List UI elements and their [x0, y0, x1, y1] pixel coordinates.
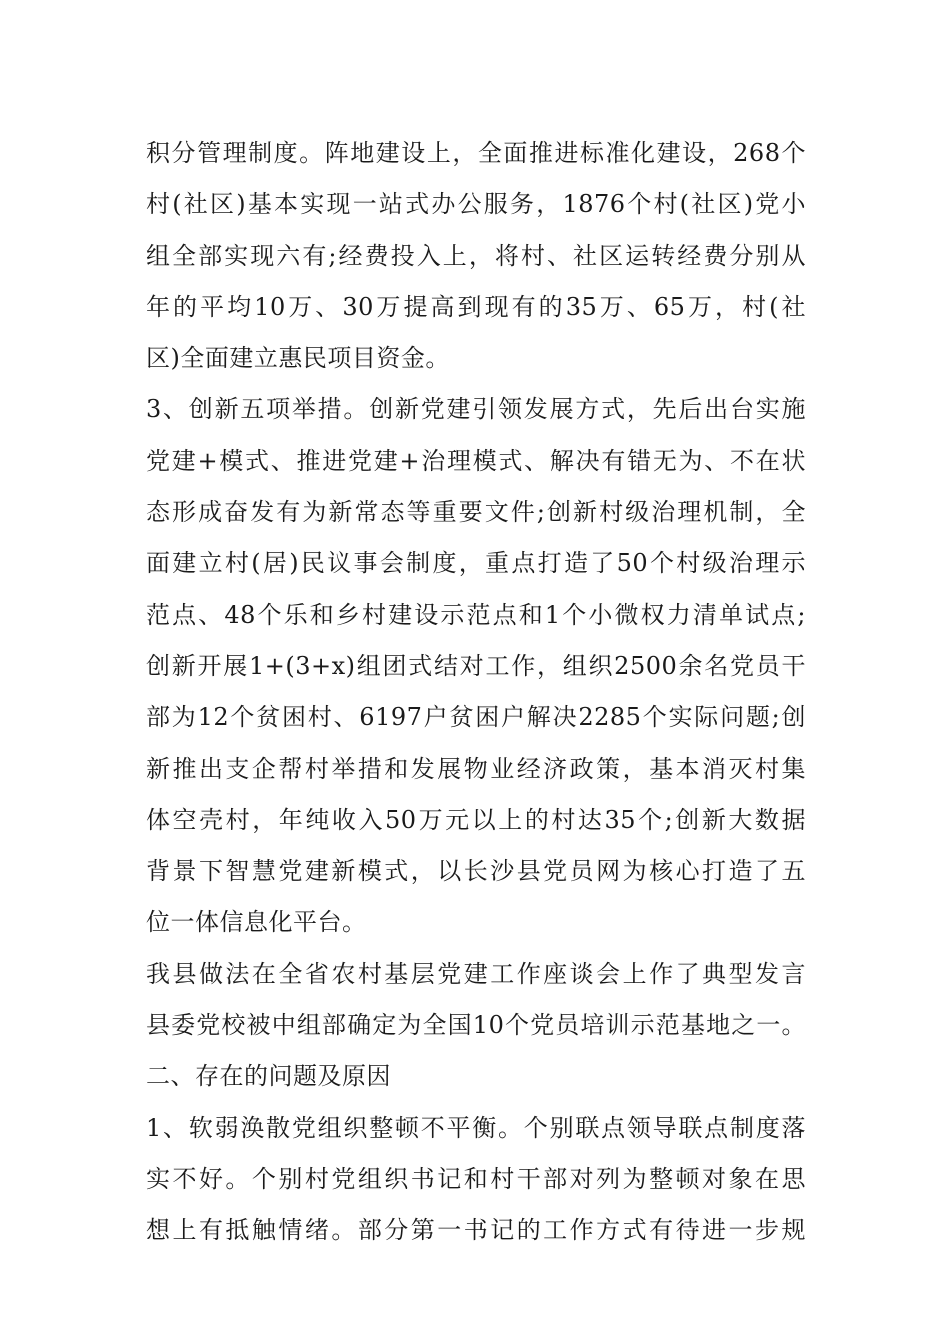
text-line: 区)全面建立惠民项目资金。	[146, 344, 450, 373]
text-line: 位一体信息化平台。	[146, 908, 367, 937]
text-line: 年的平均10万、30万提高到现有的35万、65万，村(社	[146, 292, 806, 321]
text-line: 县委党校被中组部确定为全国10个党员培训示范基地之一。	[146, 1011, 806, 1040]
text-line: 积分管理制度。阵地建设上，全面推进标准化建设，268个	[146, 139, 806, 167]
text-line: 我县做法在全省农村基层党建工作座谈会上作了典型发言	[146, 959, 806, 988]
text-line: 组全部实现六有;经费投入上，将村、社区运转经费分别从	[146, 241, 806, 270]
text-line: 1、软弱涣散党组织整顿不平衡。个别联点领导联点制度落	[146, 1113, 806, 1142]
text-line: 面建立村(居)民议事会制度，重点打造了50个村级治理示	[146, 549, 806, 578]
text-line: 部为12个贫困村、6197户贫困户解决2285个实际问题;创	[146, 703, 806, 732]
text-line: 新推出支企帮村举措和发展物业经济政策，基本消灭村集	[146, 754, 806, 783]
text-line: 范点、48个乐和乡村建设示范点和1个小微权力清单试点;	[146, 600, 806, 629]
text-line: 体空壳村，年纯收入50万元以上的村达35个;创新大数据	[146, 805, 806, 834]
document-body	[146, 128, 806, 1257]
text-line: 村(社区)基本实现一站式办公服务，1876个村(社区)党小	[146, 190, 806, 219]
text-line: 3、创新五项举措。创新党建引领发展方式，先后出台实施	[146, 395, 806, 424]
text-line: 党建+模式、推进党建+治理模式、解决有错无为、不在状	[146, 446, 806, 475]
text-line: 想上有抵触情绪。部分第一书记的工作方式有待进一步规	[146, 1216, 806, 1245]
text-line: 实不好。个别村党组织书记和村干部对列为整顿对象在思	[146, 1164, 806, 1193]
section-heading: 二、存在的问题及原因	[146, 1062, 391, 1091]
text-line: 态形成奋发有为新常态等重要文件;创新村级治理机制，全	[146, 498, 806, 527]
text-line: 背景下智慧党建新模式，以长沙县党员网为核心打造了五	[146, 857, 806, 886]
text-line: 创新开展1+(3+x)组团式结对工作，组织2500余名党员干	[146, 651, 806, 680]
